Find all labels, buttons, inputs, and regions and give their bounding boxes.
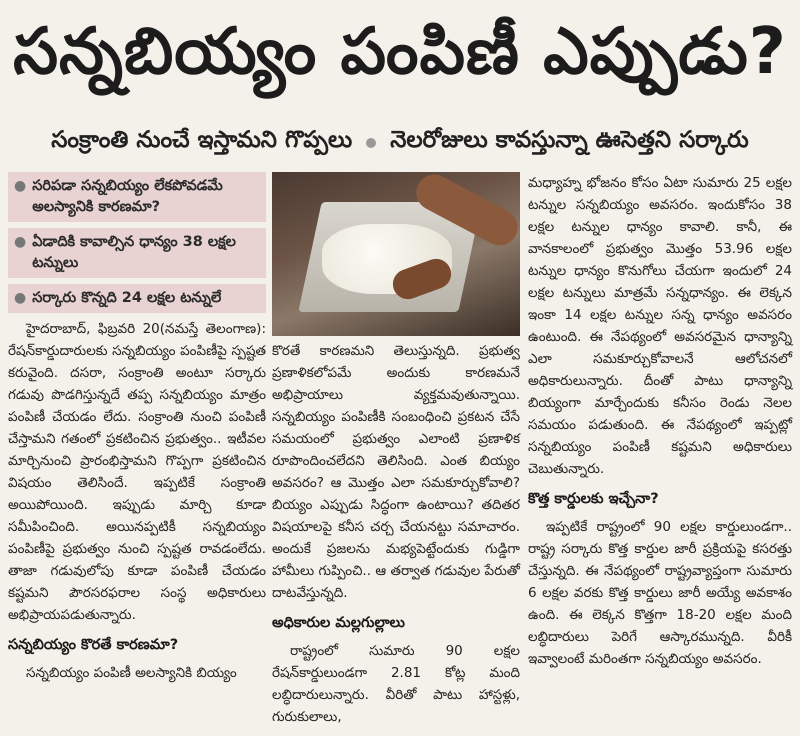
bullet-icon: ●	[14, 178, 27, 194]
article-paragraph: రాష్ట్రంలో సుమారు 90 లక్షల రేషన్‌కార్డులుండగా 2.81 కోట్ల మంది లబ్ధిదారులున్నారు. వీరితో పాటు హాస్టళ్లు, గురుకులాలు,	[272, 643, 520, 725]
separator-dot-icon	[366, 138, 376, 148]
highlight-item	[8, 228, 266, 278]
article-column-middle	[272, 340, 520, 728]
highlight-item	[8, 284, 266, 313]
rice-photo	[272, 172, 520, 336]
subheadline	[0, 118, 800, 168]
article-paragraph: మధ్యాహ్న భోజనం కోసం ఏటా సుమారు 25 లక్షల టన్నుల సన్నబియ్యం అవసరం. ఇందుకోసం 38 లక్షల టన్నుల ధాన్యం కావాలి. కానీ, ఈ వానకాలంలో ప్రభుత్వం మొత్తం 53.96 లక్షల టన్నుల ధాన్యం కొనుగోలు చేయగా ఇందులో 24 లక్షల టన్నులు మాత్రమే సన్నధాన్యం. ఈ లెక్కన ఇంకా 14 లక్షల టన్నుల సన్న ధాన్యం అవసరం ఉంటుంది. ఈ నేపథ్యంలో అవసరమైన ధాన్యాన్ని ఎలా సమకూర్చుకోవాలనే ఆలోచనలో అధికారులున్నారు. దీంతో పాటు ధాన్యాన్ని బియ్యంగా మార్చేందుకు కనీసం రెండు నెలల సమయం పడుతుంది. ఈ నేపథ్యంలో ఇప్పట్లో సన్నబియ్యం పంపిణీ కష్టమని అధికారులు చెబుతున్నారు.	[528, 175, 792, 477]
highlight-text: సర్కారు కొన్నది 24 లక్షల టన్నులే	[32, 290, 222, 307]
article-column-right	[528, 172, 792, 670]
article-paragraph: హైదరాబాద్, ఫిబ్రవరి 20(నమస్తే తెలంగాణ): రేషన్‌కార్డుదారులకు సన్నబియ్యం పంపిణీపై స్పష్టత కరువైంది. దసరా, సంక్రాంతి అంటూ సర్కారు గడువు పొడగిస్తున్నదే తప్ప సన్నబియ్యం మాత్రం పంపిణీ చేయడం లేదు. సంక్రాంతి నుంచి పంపిణీ చేస్తామని గతంలో ప్రకటించిన ప్రభుత్వం.. ఇటీవల మార్చినుంచి ప్రారంభిస్తామని గొప్పగా ప్రకటించిన విషయం తెలిసిందే. ఇప్పటికే సంక్రాంతి అయిపోయింది. ఇప్పుడు మార్చి కూడా సమీపించింది. అయినప్పటికీ సన్నబియ్యం పంపిణీపై ప్రభుత్వం నుంచి స్పష్టత రావడంలేదు. తాజా గడువులోపు కూడా పంపిణీ చేయడం కష్టమని పౌరసరఫరాల సంస్థ అధికారులు అభిప్రాయపడుతున్నారు.	[8, 321, 266, 623]
section-heading: సన్నబియ్యం కొరతే కారణమా?	[8, 637, 179, 653]
highlights-box	[8, 172, 266, 312]
bullet-icon: ●	[14, 290, 27, 307]
subhead-right: నెలరోజులు కావస్తున్నా ఊసెత్తని సర్కారు	[390, 127, 749, 153]
highlight-text: సరిపడా సన్నబియ్యం లేకపోవడమే అలస్యానికి కారణమా?	[32, 178, 223, 216]
article-paragraph: కొరతే కారణమని తెలుస్తున్నది. ప్రభుత్వ ప్రణాళికలోపమే అందుకు కారణమనే అభిప్రాయాలు వ్యక్తమవుతున్నాయి. సన్నబియ్యం పంపిణీకి సంబంధించి ప్రకటన చేసే సమయంలో ప్రభుత్వం ఎలాంటి ప్రణాళిక రూపొందించలేదని తెలిసింది. ఎంత బియ్యం అవసరం? ఆ మొత్తం ఎలా సమకూర్చుకోవాలి? బియ్యం ఎప్పుడు సిద్ధంగా ఉంటాయి? తదితర విషయాలపై కనీస చర్చ చేయనట్టు సమాచారం. అందుకే ప్రజలను మభ్యపెట్టేందుకు గుడ్డిగా హామీలు గుప్పించి.. ఆ తర్వాత గడువుల పేరుతో దాటవేస్తున్నది.	[272, 343, 520, 601]
article-paragraph: ఇప్పటికే రాష్ట్రంలో 90 లక్షల కార్డులుండగా.. రాష్ట్ర సర్కారు కొత్త కార్డుల జారీ ప్రక్రియపై కసరత్తు చేస్తున్నది. ఈ నేపథ్యంలో రాష్ట్రవ్యాప్తంగా సుమారు 6 లక్షల వరకు కొత్త కార్డులు జారీ అయ్యే అవకాశం ఉంది. ఈ లెక్కన కొత్తగా 18-20 లక్షల మంది లబ్ధిదారులు పెరిగే ఆస్కారమున్నది. వీరికీ ఇవ్వాలంటే మరింతగా సన్నబియ్యం అవసరం.	[528, 519, 792, 667]
article-paragraph: సన్నబియ్యం పంపిణీ అలస్యానికి బియ్యం	[26, 665, 237, 681]
section-heading: కొత్త కార్డులకు ఇచ్చేనా?	[528, 491, 659, 507]
bullet-icon: ●	[14, 234, 27, 251]
highlight-text: ఏడాదికి కావాల్సిన ధాన్యం 38 లక్షల టన్నులు	[32, 234, 236, 272]
highlight-item	[8, 172, 266, 222]
section-heading: అధికారుల మల్లగుల్లాలు	[272, 615, 405, 631]
subhead-left: సంక్రాంతి నుంచే ఇస్తామని గొప్పలు	[51, 127, 353, 153]
article-column-left	[8, 318, 266, 684]
headline: సన్నబియ్యం పంపిణీ ఎప్పుడు?	[13, 14, 787, 89]
